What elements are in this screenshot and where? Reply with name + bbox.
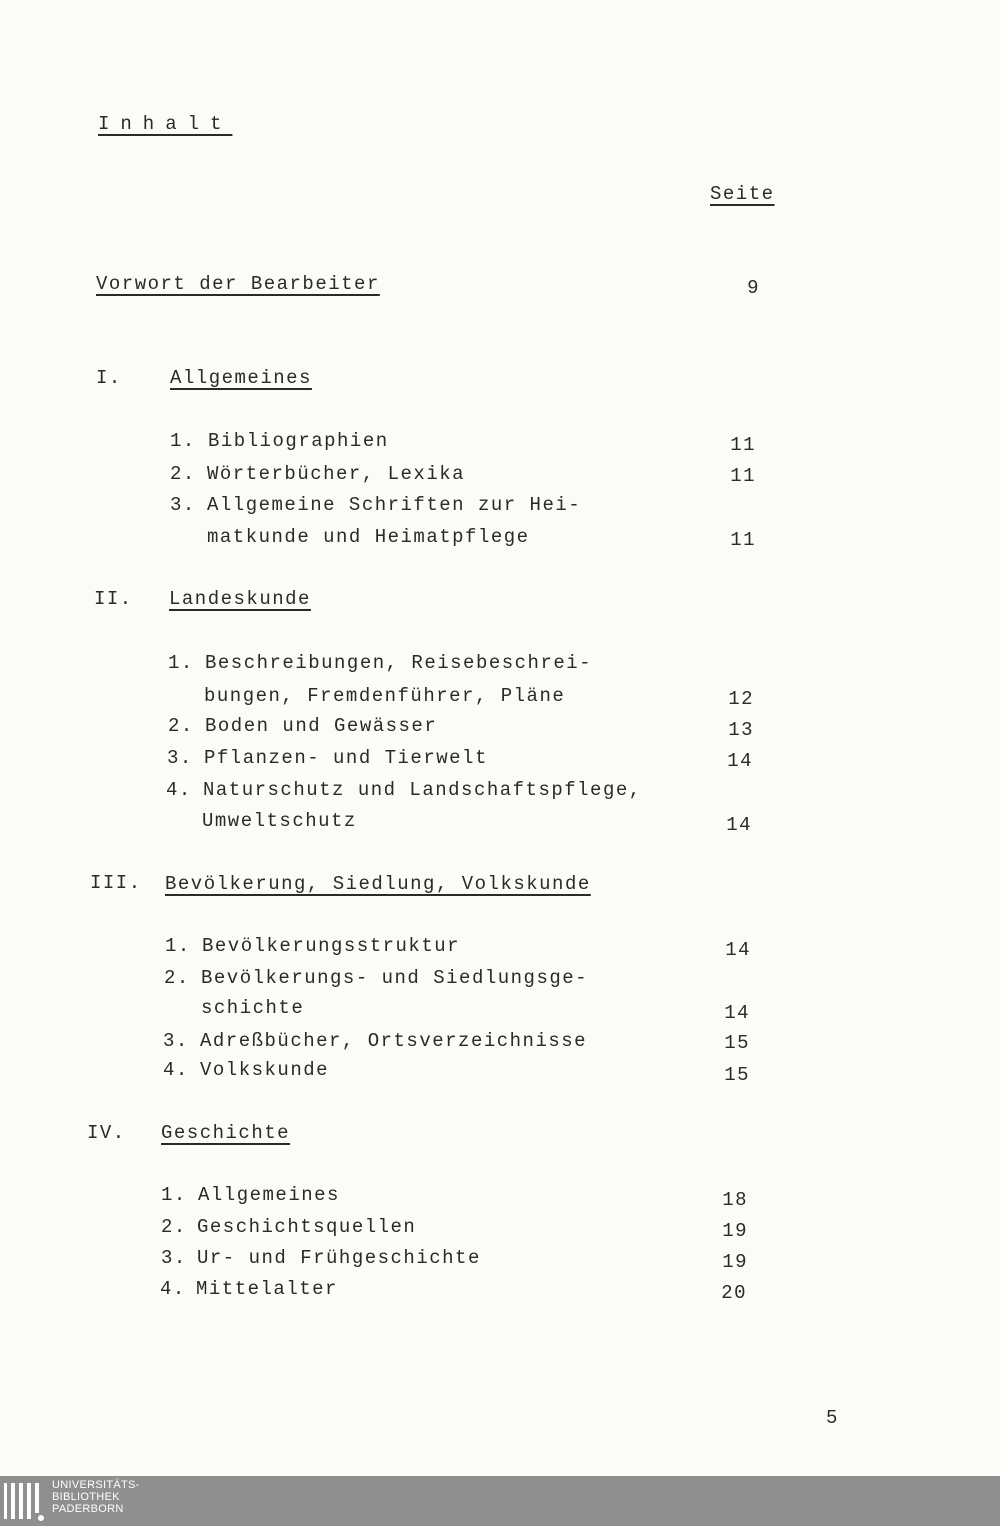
entry-number: 3.: [161, 1247, 187, 1269]
entry-page: 14: [725, 939, 751, 961]
section-numeral: IV.: [87, 1122, 126, 1144]
entry-number: 2.: [170, 463, 196, 485]
entry-title: Beschreibungen, Reisebeschrei-: [205, 652, 593, 674]
entry-title-continued: bungen, Fremdenführer, Pläne: [204, 685, 566, 707]
preface-title: Vorwort der Bearbeiter: [96, 273, 380, 295]
library-logo-text: [52, 1479, 140, 1515]
entry-title: Bibliographien: [208, 430, 389, 452]
section-numeral: I.: [96, 367, 122, 389]
entry-page: 11: [730, 529, 756, 551]
page-number: 5: [826, 1407, 839, 1429]
entry-page: 19: [722, 1220, 748, 1242]
entry-number: 4.: [163, 1059, 189, 1081]
logo-line: PADERBORN: [52, 1503, 124, 1515]
library-footer-bar: [0, 1476, 1000, 1526]
page-column-label: Seite: [710, 183, 775, 205]
entry-number: 1.: [170, 430, 196, 452]
entry-number: 4.: [166, 779, 192, 801]
entry-number: 3.: [163, 1030, 189, 1052]
entry-title: Bevölkerungs- und Siedlungsge-: [201, 967, 589, 989]
toc-heading: Inhalt: [98, 113, 233, 135]
section-title: Allgemeines: [170, 367, 312, 389]
entry-page: 15: [724, 1032, 750, 1054]
entry-number: 1.: [165, 935, 191, 957]
entry-number: 2.: [168, 715, 194, 737]
logo-line: BIBLIOTHEK: [52, 1491, 120, 1503]
entry-title: Boden und Gewässer: [205, 715, 438, 737]
entry-title: Allgemeines: [198, 1184, 340, 1206]
section-title: Bevölkerung, Siedlung, Volkskunde: [165, 873, 591, 895]
entry-page: 14: [724, 1002, 750, 1024]
entry-title-continued: Umweltschutz: [202, 810, 357, 832]
preface-page: 9: [747, 277, 760, 299]
entry-page: 13: [728, 719, 754, 741]
entry-number: 2.: [164, 967, 190, 989]
entry-page: 14: [727, 750, 753, 772]
entry-number: 4.: [160, 1278, 186, 1300]
entry-page: 15: [724, 1064, 750, 1086]
entry-page: 12: [728, 688, 754, 710]
entry-number: 3.: [170, 494, 196, 516]
entry-number: 1.: [168, 652, 194, 674]
entry-page: 18: [722, 1189, 748, 1211]
entry-title: Pflanzen- und Tierwelt: [204, 747, 488, 769]
entry-page: 14: [726, 814, 752, 836]
entry-title-continued: schichte: [201, 997, 305, 1019]
entry-title: Mittelalter: [196, 1278, 338, 1300]
entry-title: Wörterbücher, Lexika: [207, 463, 466, 485]
library-logo-icon: [4, 1481, 44, 1521]
entry-title: Geschichtsquellen: [197, 1216, 417, 1238]
entry-title: Volkskunde: [200, 1059, 330, 1081]
section-numeral: II.: [94, 588, 133, 610]
entry-title: Adreßbücher, Ortsverzeichnisse: [200, 1030, 588, 1052]
entry-number: 2.: [161, 1216, 187, 1238]
entry-title: Bevölkerungsstruktur: [202, 935, 461, 957]
entry-page: 20: [721, 1282, 747, 1304]
entry-title: Naturschutz und Landschaftspflege,: [203, 779, 642, 801]
entry-title-continued: matkunde und Heimatpflege: [207, 526, 530, 548]
entry-page: 11: [730, 434, 756, 456]
entry-number: 3.: [167, 747, 193, 769]
entry-title: Allgemeine Schriften zur Hei-: [207, 494, 582, 516]
entry-number: 1.: [161, 1184, 187, 1206]
entry-title: Ur- und Frühgeschichte: [197, 1247, 481, 1269]
entry-page: 19: [722, 1251, 748, 1273]
logo-line: UNIVERSITÄTS-: [52, 1479, 140, 1491]
section-title: Landeskunde: [169, 588, 311, 610]
entry-page: 11: [730, 465, 756, 487]
section-title: Geschichte: [161, 1122, 291, 1144]
section-numeral: III.: [90, 872, 142, 894]
